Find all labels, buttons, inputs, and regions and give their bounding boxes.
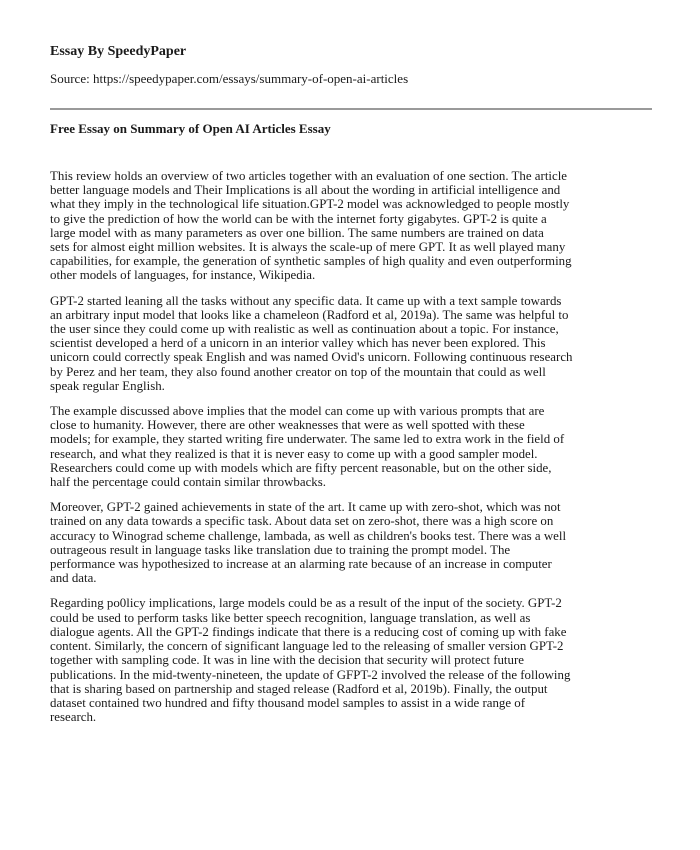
paragraph [50,404,654,489]
text-line: could be used to perform tasks like better speech recognition, language translation, as well as [50,610,531,625]
text-line: accuracy to Winograd scheme challenge, lambada, as well as children's books test. There was a well [50,528,567,543]
text-line: The example discussed above implies that the model can come up with various prompts that are [50,404,545,419]
text-line: unicorn could correctly speak English and was named Ovid's unicorn. Following continuous research [50,350,573,365]
text-line: other models of languages, for instance, Wikipedia. [50,268,316,283]
text-line: close to humanity. However, there are other weaknesses that were as well spotted with these [50,418,525,433]
text-line: trained on any data towards a specific task. About data set on zero-shot, there was a high score on [50,514,554,529]
text-line: research, and what they realized is that it is never easy to come up with a good sampler model. [50,446,538,461]
text-line: by Perez and her team, they also found another creator on top of the mountain that could as well [50,364,546,379]
text-line: capabilities, for example, the generation of synthetic samples of high quality and even outperforming [50,254,572,269]
text-line: an arbitrary input model that looks like a chameleon (Radford et al, 2019a). The same was helpful to [50,307,569,322]
text-line: speak regular English. [50,378,165,393]
source-line [50,71,408,87]
text-line: and data. [50,571,97,586]
paragraph [50,294,654,393]
paragraph [50,500,654,585]
text-line: that is sharing based on partnership and staged release (Radford et al, 2019b). Finally, the output [50,681,548,696]
text-line: Researchers could come up with models which are fifty percent reasonable, but on the other side, [50,460,552,475]
essay-title: Free Essay on Summary of Open AI Articles Essay [50,121,331,136]
header-divider [50,108,652,110]
text-line: This review holds an overview of two articles together with an evaluation of one section. The article [50,169,568,183]
text-line: Regarding po0licy implications, large models could be as a result of the input of the society. GPT-2 [50,596,562,611]
text-line: large model with as many parameters as over one billion. The same numbers are trained on data [50,225,544,240]
text-line: research. [50,710,97,725]
text-line: publications. In the mid-twenty-nineteen, the update of GFPT-2 involved the release of the following [50,667,571,682]
text-line: the user since they could come up with realistic as well as continuation about a topic. For instance, [50,322,559,337]
text-line: dataset contained two hundred and fifty thousand model samples to assist in a wide range of [50,695,526,710]
text-line: dialogue agents. All the GPT-2 findings indicate that there is a reducing cost of coming up with fake [50,624,567,639]
text-line: sets for almost eight million websites. It is always the scale-up of mere GPT. It as well played many [50,240,566,255]
text-line: models; for example, they started writing fire underwater. The same led to extra work in the field of [50,432,565,447]
text-line: what they imply in the technological life situation.GPT-2 model was acknowledged to people mostly [50,197,570,212]
text-line: half the percentage could contain similar throwbacks. [50,475,326,490]
essay-body [50,169,654,735]
paragraph [50,596,654,724]
text-line: content. Similarly, the concern of significant language led to the releasing of smaller version GPT-2 [50,639,564,654]
text-line: to give the prediction of how the world can be with the internet forty gigabytes. GPT-2 is quite a [50,211,547,226]
text-line: together with sampling code. It was in line with the decision that security will protect future [50,653,524,668]
paragraph [50,169,654,283]
source-label: Source: [50,71,90,86]
text-line: performance was hypothesized to increase at an alarming rate because of an increase in computer [50,557,552,572]
site-header-title: Essay By SpeedyPaper [50,44,187,59]
text-line: Moreover, GPT-2 gained achievements in state of the art. It came up with zero-shot, which was not [50,500,561,515]
source-url: https://speedypaper.com/essays/summary-of-open-ai-articles [92,71,409,86]
text-line: outrageous result in language tasks like translation due to training the prompt model. The [50,542,511,557]
text-line: better language models and Their Implications is all about the wording in artificial intelligence and [50,183,561,198]
text-line: scientist developed a herd of a unicorn in an interior valley which has never been explored. This [50,336,546,351]
text-line: GPT-2 started leaning all the tasks without any specific data. It came up with a text sample towards [50,293,562,308]
